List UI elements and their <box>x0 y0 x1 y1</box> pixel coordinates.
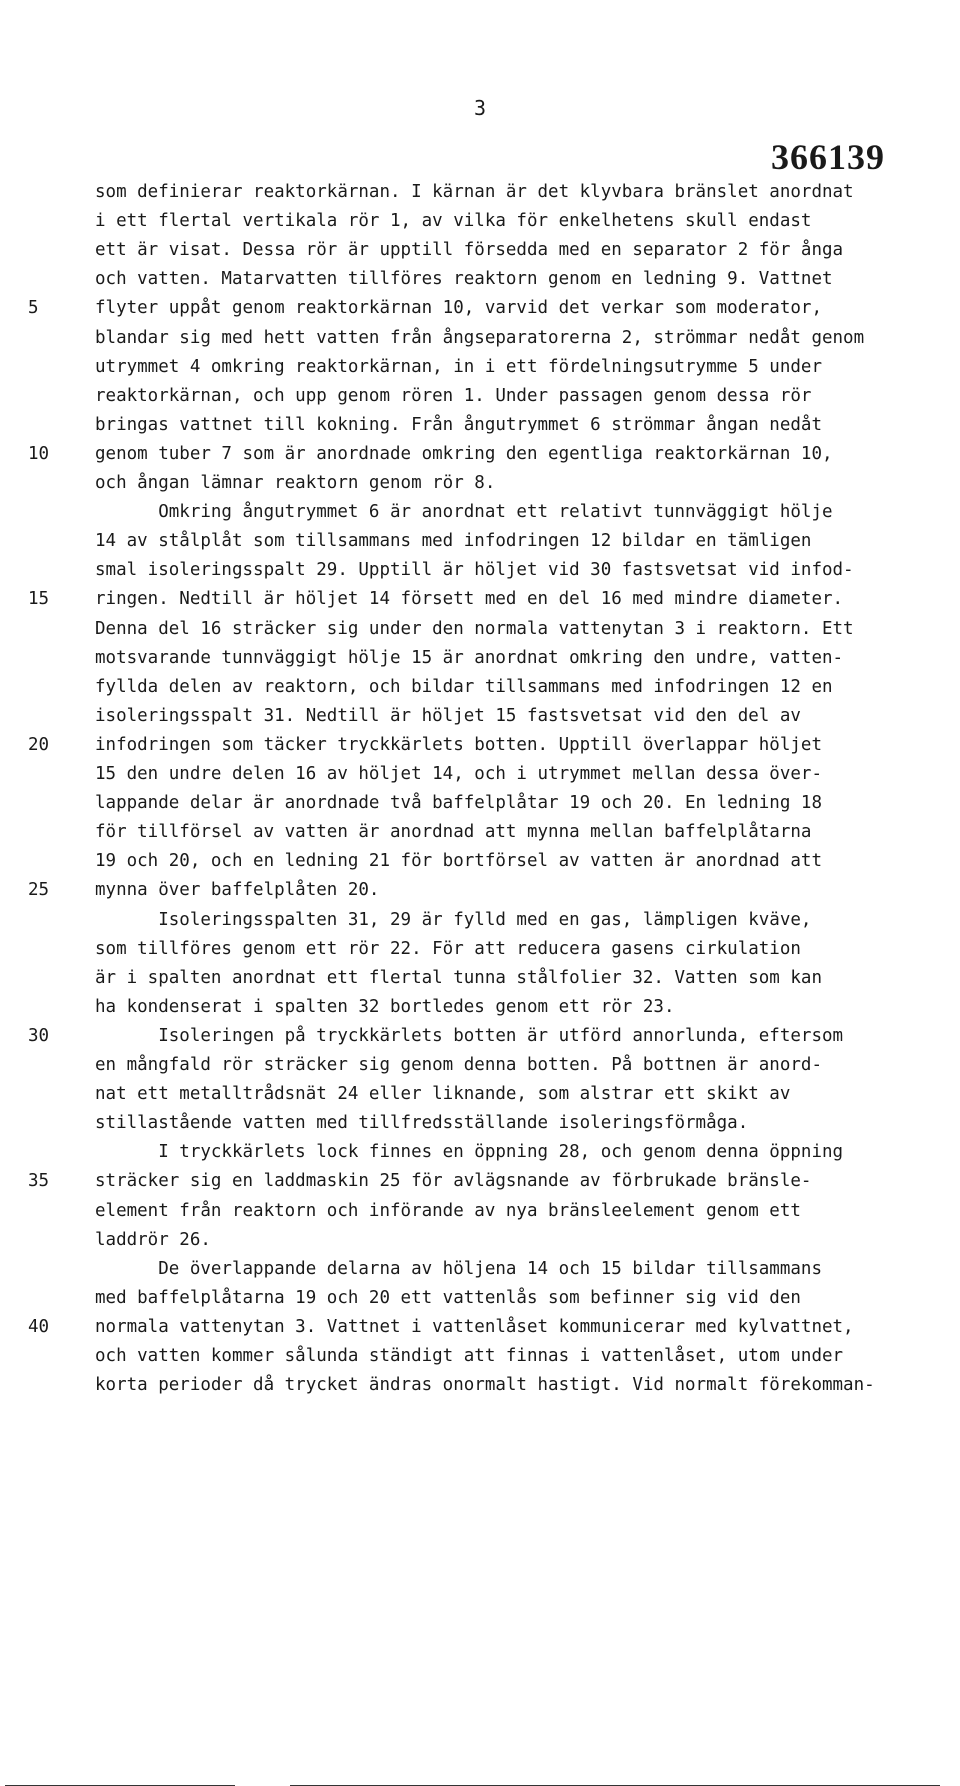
text-line: och ångan lämnar reaktorn genom rör 8. <box>95 473 496 493</box>
text-line: normala vattenytan 3. Vattnet i vattenlåset kommunicerar med kylvattnet, <box>95 1316 854 1337</box>
text-line: i ett flertal vertikala rör 1, av vilka för enkelhetens skull endast <box>95 211 812 232</box>
text-line: ha kondenserat i spalten 32 bortledes genom ett rör 23. <box>95 996 675 1017</box>
text-line: smal isoleringsspalt 29. Upptill är höljet vid 30 fastsvetsat vid infod- <box>95 560 854 581</box>
text-line: är i spalten anordnat ett flertal tunna stålfolier 32. Vatten som kan <box>95 967 822 988</box>
line-number: 20 <box>28 734 50 755</box>
text-line: lappande delar är anordnade två baffelplåtar 19 och 20. En ledning 18 <box>95 793 822 814</box>
text-line: infodringen som täcker tryckkärlets botten. Upptill överlappar höljet <box>95 734 822 755</box>
text-line: Isoleringsspalten 31, 29 är fylld med en gas, lämpligen kväve, <box>95 909 812 930</box>
text-line: laddrör 26. <box>95 1229 211 1250</box>
line-number: 5 <box>28 298 39 319</box>
text-line: element från reaktorn och införande av nya bränsleelement genom ett <box>95 1200 801 1221</box>
text-line: som tillföres genom ett rör 22. För att reducera gasens cirkulation <box>95 938 801 959</box>
text-line: blandar sig med hett vatten från ångseparatorerna 2, strömmar nedåt genom <box>95 327 865 348</box>
text-line: 15 den undre delen 16 av höljet 14, och i utrymmet mellan dessa över- <box>95 764 822 784</box>
patent-number: 366139 <box>771 137 885 177</box>
text-line: och vatten. Matarvatten tillföres reaktorn genom en ledning 9. Vattnet <box>95 269 833 290</box>
line-number: 40 <box>28 1316 50 1337</box>
text-line: Isoleringen på tryckkärlets botten är utförd annorlunda, eftersom <box>95 1025 844 1046</box>
text-line: fyllda delen av reaktorn, och bildar tillsammans med infodringen 12 en <box>95 676 833 697</box>
text-line: ett är visat. Dessa rör är upptill försedda med en separator 2 för ånga <box>95 240 844 261</box>
text-line: De överlappande delarna av höljena 14 och 15 bildar tillsammans <box>95 1258 822 1279</box>
text-line: stillastående vatten med tillfredsställande isoleringsförmåga. <box>95 1113 749 1134</box>
text-line: för tillförsel av vatten är anordnad att mynna mellan baffelplåtarna <box>95 822 812 843</box>
text-line: en mångfald rör sträcker sig genom denna botten. På bottnen är anord- <box>95 1055 822 1075</box>
text-line: I tryckkärlets lock finnes en öppning 28, och genom denna öppning <box>95 1142 844 1163</box>
text-line: reaktorkärnan, och upp genom rören 1. Under passagen genom dessa rör <box>95 385 812 406</box>
text-line: 19 och 20, och en ledning 21 för bortförsel av vatten är anordnad att <box>95 851 822 872</box>
line-number: 15 <box>28 589 50 610</box>
line-number: 25 <box>28 880 50 901</box>
text-line: som definierar reaktorkärnan. I kärnan är det klyvbara bränslet anordnat <box>95 182 854 202</box>
text-line: sträcker sig en laddmaskin 25 för avlägsnande av förbrukade bränsle- <box>95 1171 812 1192</box>
text-line: nat ett metalltrådsnät 24 eller liknande, som alstrar ett skikt av <box>95 1084 791 1105</box>
text-line: motsvarande tunnväggigt hölje 15 är anordnat omkring den undre, vatten- <box>95 647 844 668</box>
text-line: genom tuber 7 som är anordnade omkring den egentliga reaktorkärnan 10, <box>95 443 833 464</box>
text-line: 14 av stålplåt som tillsammans med infodringen 12 bildar en tämligen <box>95 531 812 552</box>
text-line: isoleringsspalt 31. Nedtill är höljet 15 fastsvetsat vid den del av <box>95 705 801 726</box>
text-line: utrymmet 4 omkring reaktorkärnan, in i ett fördelningsutrymme 5 under <box>95 356 822 377</box>
text-line: mynna över baffelplåten 20. <box>95 880 380 901</box>
text-line: Denna del 16 sträcker sig under den normala vattenytan 3 i reaktorn. Ett <box>95 618 854 639</box>
page-number: 3 <box>473 96 487 120</box>
text-line: flyter uppåt genom reaktorkärnan 10, varvid det verkar som moderator, <box>95 298 822 319</box>
line-number: 30 <box>28 1025 50 1046</box>
text-line: ringen. Nedtill är höljet 14 försett med en del 16 med mindre diameter. <box>95 589 844 610</box>
text-line: Omkring ångutrymmet 6 är anordnat ett relativt tunnväggigt hölje <box>95 502 833 523</box>
text-line: med baffelplåtarna 19 och 20 ett vattenlås som befinner sig vid den <box>95 1287 801 1308</box>
text-line: korta perioder då trycket ändras onormalt hastigt. Vid normalt förekomman- <box>95 1375 875 1396</box>
text-line: och vatten kommer sålunda ständigt att finnas i vattenlåset, utom under <box>95 1346 844 1366</box>
line-number: 35 <box>28 1171 50 1192</box>
text-line: bringas vattnet till kokning. Från ångutrymmet 6 strömmar ångan nedåt <box>95 414 822 435</box>
line-number: 10 <box>28 443 50 464</box>
